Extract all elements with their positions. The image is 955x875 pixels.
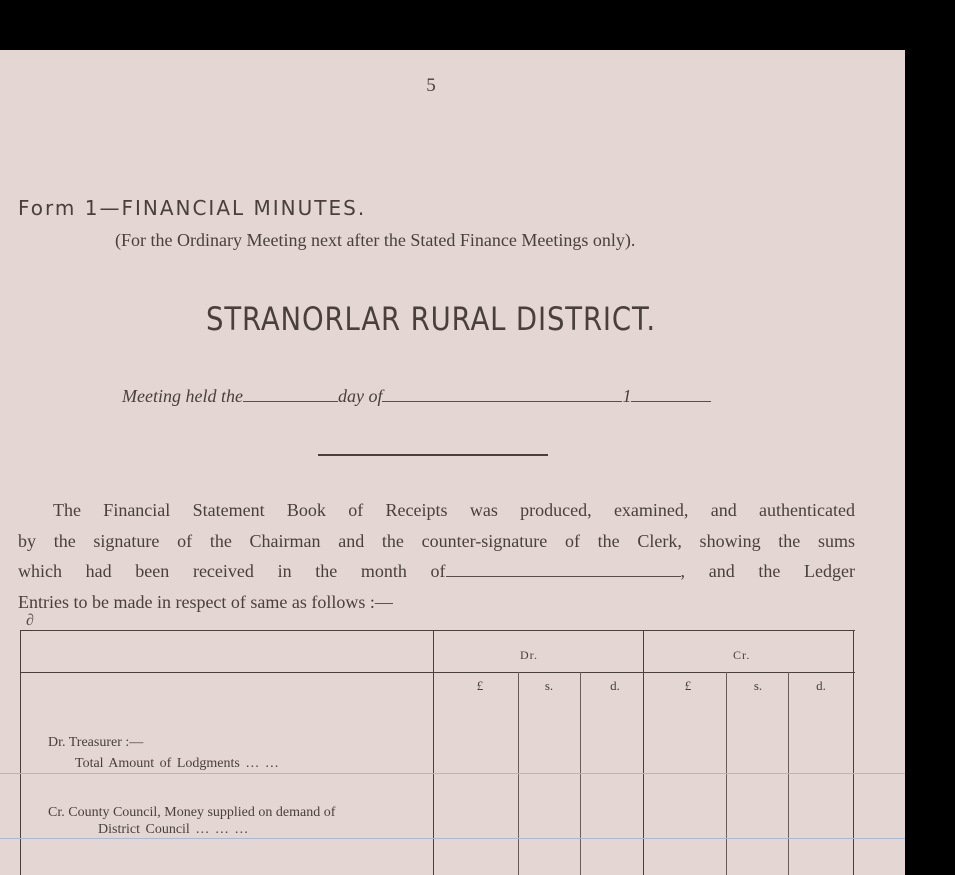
ruled-line	[0, 773, 905, 774]
paragraph-line-3	[18, 556, 855, 587]
entry-2-line-1: Cr. County Council, Money supplied on demand of	[48, 805, 336, 820]
cr-header: Cr.	[733, 648, 751, 662]
paragraph-line-3-end: , and the Ledger	[680, 561, 855, 581]
section-divider	[318, 454, 548, 456]
ruled-line	[0, 838, 905, 839]
day-blank[interactable]	[243, 400, 338, 402]
paragraph-line-4: Entries to be made in respect of same as follows :—	[18, 591, 393, 612]
document-page	[0, 50, 905, 875]
pencil-mark: ∂	[26, 612, 34, 629]
form-subheading: (For the Ordinary Meeting next after the Stated Finance Meetings only).	[115, 230, 636, 250]
statement-paragraph	[18, 495, 855, 617]
paragraph-line-3-start: which had been received in the month of	[18, 561, 446, 581]
month-received-blank[interactable]	[446, 575, 681, 577]
entry-1-line-2: Total Amount of Lodgments … …	[75, 756, 279, 771]
entry-2-line-2: District Council … … …	[98, 822, 249, 837]
meeting-day-label: day of	[337, 386, 383, 406]
year-blank[interactable]	[631, 400, 711, 402]
page-number: 5	[426, 75, 436, 96]
district-title: STRANORLAR RURAL DISTRICT.	[205, 300, 656, 338]
table-top-rule	[20, 630, 855, 631]
dr-header: Dr.	[520, 648, 538, 662]
paragraph-line-2: by the signature of the Chairman and the counter-signature of the Clerk, showing the sums	[18, 530, 855, 551]
cr-shillings-unit: s.	[753, 678, 763, 693]
meeting-line	[122, 386, 711, 407]
dr-pence-unit: d.	[610, 678, 620, 693]
year-prefix: 1	[622, 386, 632, 406]
table-header-rule	[20, 672, 855, 673]
form-heading: Form 1—FINANCIAL MINUTES.	[18, 196, 367, 220]
dr-pounds-unit: £	[476, 678, 484, 693]
meeting-prefix: Meeting held the	[122, 386, 243, 406]
paragraph-line-1: The Financial Statement Book of Receipts was produced, examined, and authenticated	[53, 500, 855, 520]
dr-shillings-unit: s.	[544, 678, 554, 693]
entry-1-line-1: Dr. Treasurer :—	[48, 735, 144, 750]
cr-pounds-unit: £	[684, 678, 692, 693]
cr-pence-unit: d.	[816, 678, 826, 693]
month-blank[interactable]	[382, 400, 622, 402]
